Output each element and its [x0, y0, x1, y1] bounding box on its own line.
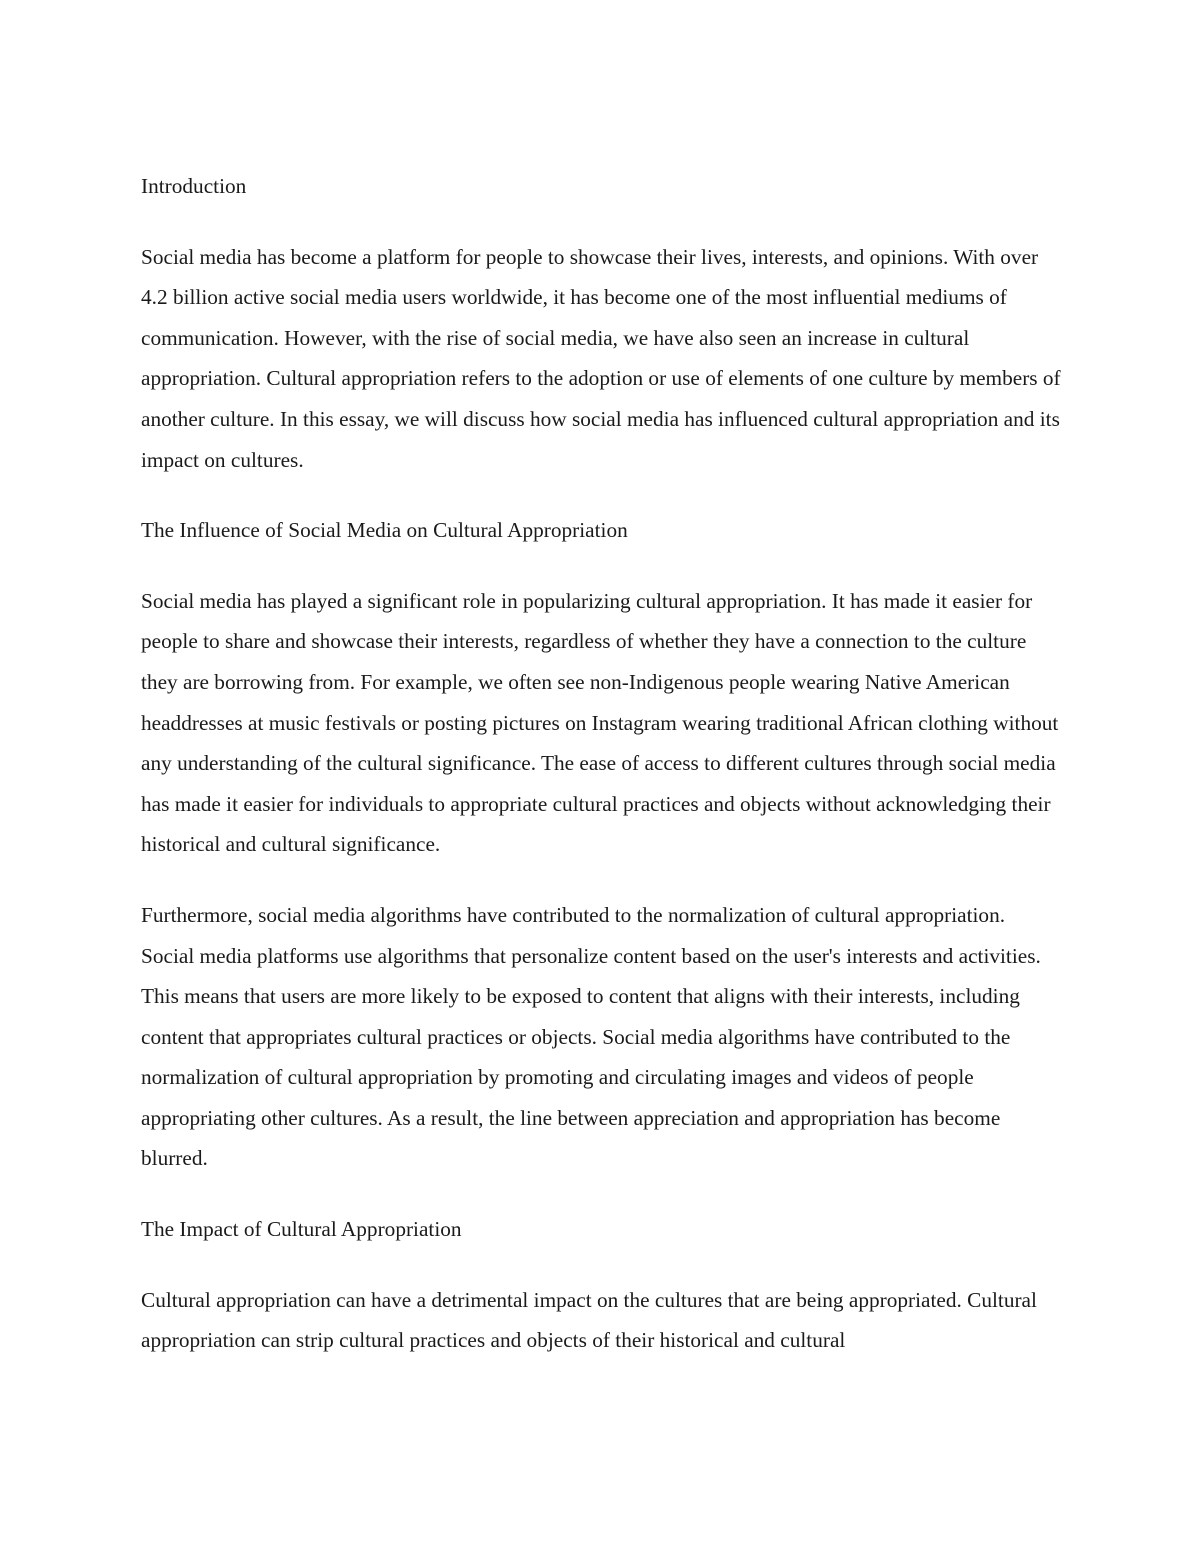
section-introduction [141, 166, 1061, 480]
section-impact [141, 1209, 1061, 1361]
section-heading: The Influence of Social Media on Cultural Appropriation [141, 518, 628, 543]
section-influence [141, 510, 1061, 1179]
section-heading: Introduction [141, 174, 247, 198]
section-heading: The Impact of Cultural Appropriation [141, 1217, 462, 1242]
paragraph: Social media has played a significant role in popularizing cultural appropriation. It has made it easier for people to share and showcase their interests, regardless of whether they have a connection to the culture they are borrowing from. For example, we often see non-Indigenous people wearing Native American headdresses at music festivals or posting pictures on Instagram wearing traditional African clothing without any understanding of the cultural significance. The ease of access to different cultures through social media has made it easier for individuals to appropriate cultural practices and objects without acknowledging their historical and cultural significance. [141, 588, 1059, 857]
paragraph: Social media has become a platform for people to showcase their lives, interests, and opinions. With over 4.2 billion active social media users worldwide, it has become one of the most influential mediums of communication. However, with the rise of social media, we have also seen an increase in cultural appropriation. Cultural appropriation refers to the adoption or use of elements of one culture by members of another culture. In this essay, we will discuss how social media has influenced cultural appropriation and its impact on cultures. [141, 244, 1061, 472]
document-body [141, 166, 1061, 1361]
paragraph: Furthermore, social media algorithms have contributed to the normalization of cultural appropriation. Social media platforms use algorithms that personalize content based on the user's interests and activities. This means that users are more likely to be exposed to content that aligns with their interests, including content that appropriates cultural practices or objects. Social media algorithms have contributed to the normalization of cultural appropriation by promoting and circulating images and videos of people appropriating other cultures. As a result, the line between appreciation and appropriation has become blurred. [141, 902, 1041, 1171]
paragraph: Cultural appropriation can have a detrimental impact on the cultures that are being appropriated. Cultural appropriation can strip cultural practices and objects of their historical and cultural [141, 1287, 1037, 1353]
